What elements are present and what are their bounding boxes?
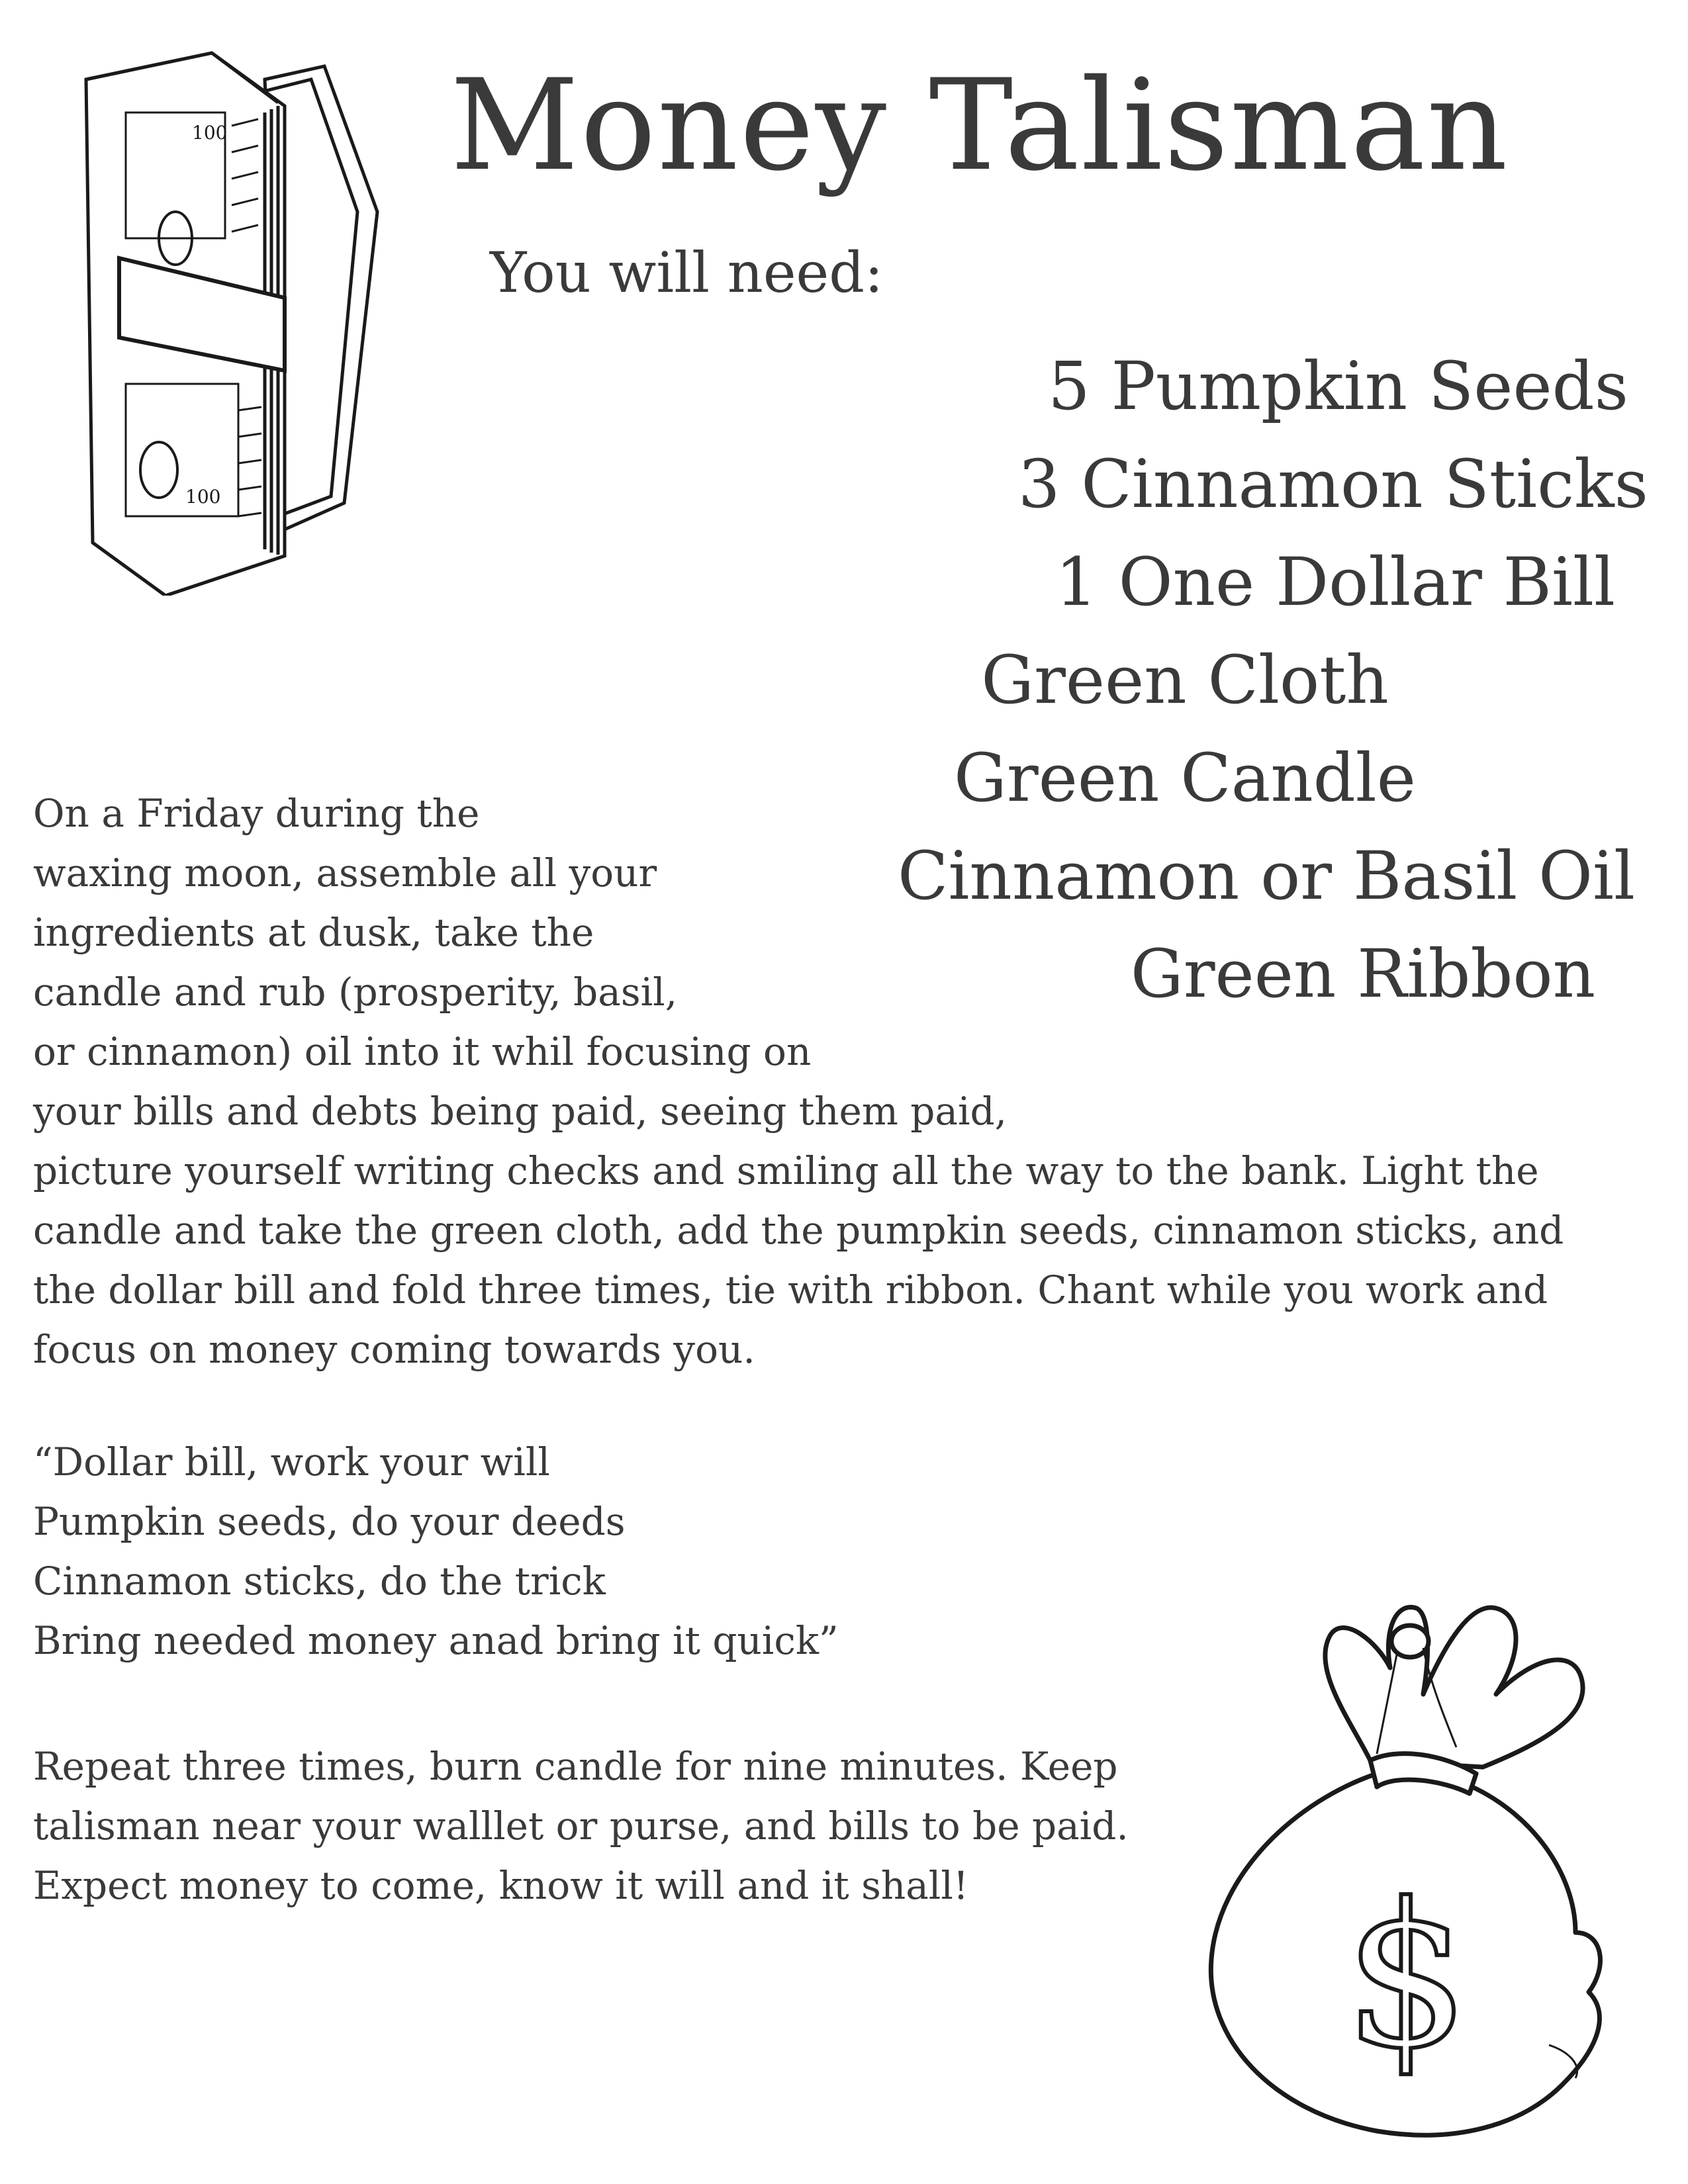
chant-line: Bring needed money anad bring it quick” — [33, 1618, 839, 1663]
closing-line: Expect money to come, know it will and it shall! — [33, 1863, 969, 1908]
instruction-line: picture yourself writing checks and smiling all the way to the bank. Light the — [33, 1148, 1539, 1193]
svg-text:100: 100 — [192, 122, 228, 144]
ingredient-item: Cinnamon or Basil Oil — [897, 837, 1635, 915]
instruction-line: your bills and debts being paid, seeing them paid, — [33, 1089, 1008, 1134]
instruction-line: ingredients at dusk, take the — [33, 910, 594, 955]
ingredient-item: 3 Cinnamon Sticks — [1017, 445, 1648, 523]
svg-text:100: 100 — [185, 486, 221, 508]
instruction-line: the dollar bill and fold three times, tie with ribbon. Chant while you work and — [33, 1267, 1548, 1312]
instruction-line: candle and rub (prosperity, basil, — [33, 970, 678, 1015]
instruction-line: candle and take the green cloth, add the pumpkin seeds, cinnamon sticks, and — [33, 1208, 1564, 1253]
chant-line: “Dollar bill, work your will — [33, 1439, 550, 1484]
ingredient-item: 5 Pumpkin Seeds — [1048, 347, 1628, 425]
page-title: Money Talisman — [450, 52, 1509, 199]
money-bag-icon — [1178, 1562, 1642, 2158]
ingredients-heading: You will need: — [490, 240, 884, 305]
closing-line: talisman near your walllet or purse, and bills to be paid. — [33, 1803, 1129, 1848]
chant-line: Cinnamon sticks, do the trick — [33, 1559, 606, 1604]
instruction-line: or cinnamon) oil into it whil focusing on — [33, 1029, 812, 1074]
dollar-sign: $ — [1344, 1861, 1470, 2092]
ingredient-item: 1 One Dollar Bill — [1055, 543, 1615, 621]
instruction-line: On a Friday during the — [33, 791, 480, 836]
closing-line: Repeat three times, burn candle for nine minutes. Keep — [33, 1744, 1118, 1789]
ingredient-list — [722, 338, 1648, 1023]
money-stack-icon — [66, 40, 391, 596]
instruction-line: focus on money coming towards you. — [33, 1327, 755, 1372]
ingredient-item: Green Cloth — [981, 641, 1389, 719]
instruction-line: waxing moon, assemble all your — [33, 850, 657, 895]
chant-line: Pumpkin seeds, do your deeds — [33, 1499, 626, 1544]
ingredient-item: Green Candle — [954, 739, 1416, 817]
ingredient-item: Green Ribbon — [1130, 935, 1595, 1013]
